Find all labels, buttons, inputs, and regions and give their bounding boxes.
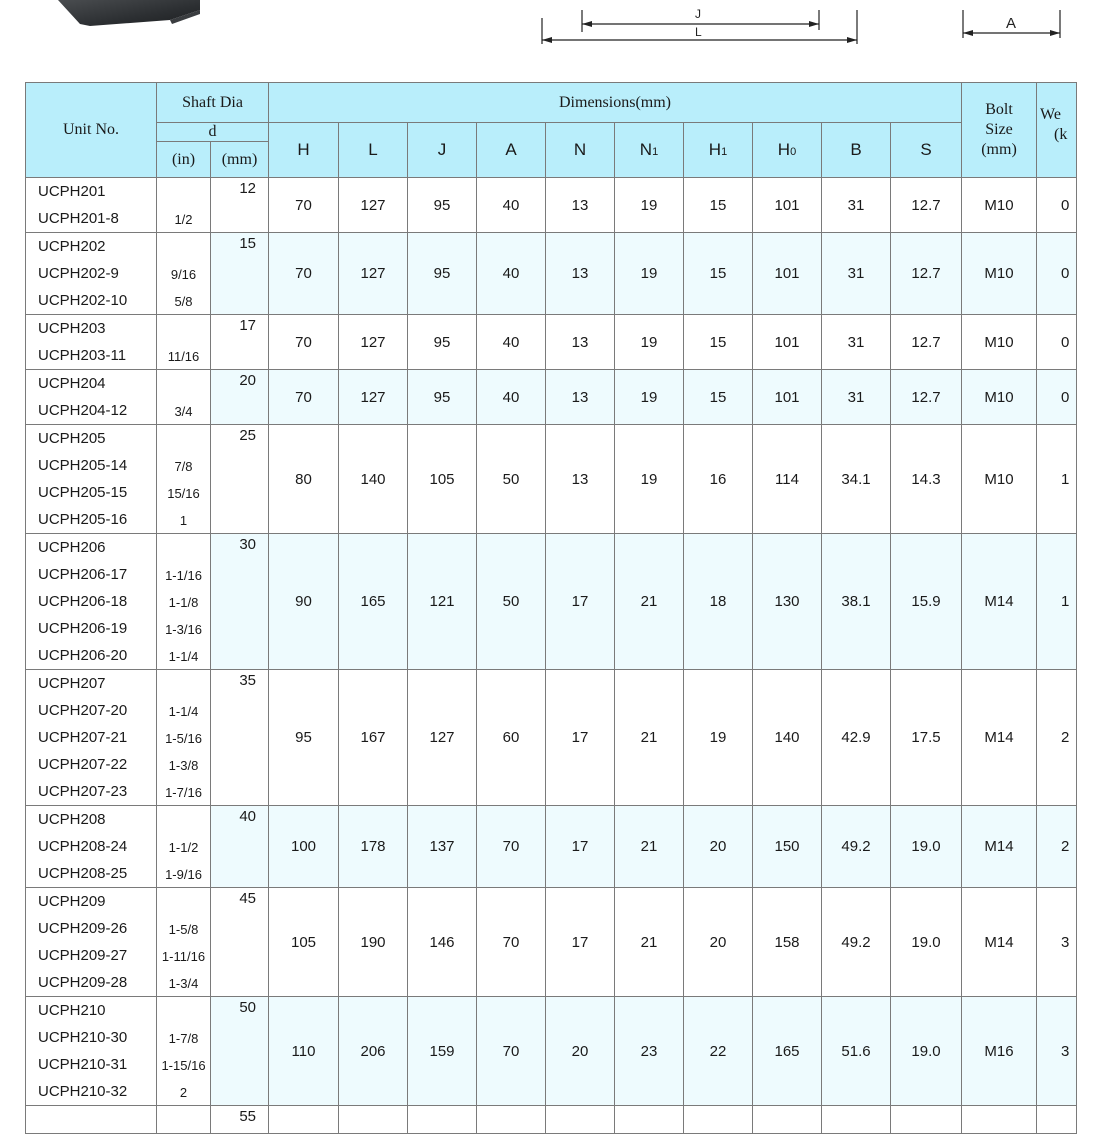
header-col-b-main: B: [850, 140, 862, 159]
unit-no: UCPH207-21: [38, 729, 128, 746]
header-col-h1-main: H: [708, 140, 722, 159]
dimension-n1-value: 19: [615, 315, 684, 370]
shaft-dia-in: 1/2: [174, 212, 193, 227]
dimension-n1-value: 21: [615, 806, 684, 888]
shaft-dia-in: [157, 370, 210, 397]
specification-table: [25, 82, 1077, 1134]
bolt-size-value: M10: [962, 178, 1037, 233]
shaft-dia-in: [157, 534, 210, 561]
dimension-s-value: 15.9: [891, 534, 962, 670]
unit-no: UCPH207: [38, 675, 106, 692]
dimension-l-value: 206: [339, 997, 408, 1106]
dimension-l-value: 127: [339, 233, 408, 315]
header-mm: (mm): [211, 142, 269, 178]
unit-no: UCPH203: [38, 320, 106, 337]
dimension-h-value: 105: [269, 888, 339, 997]
dimension-n-value: 17: [546, 806, 615, 888]
dimension-h-value: 70: [269, 178, 339, 233]
dimension-h0-value: [753, 1106, 822, 1134]
dimension-j-value: 146: [408, 888, 477, 997]
shaft-dia-in: 15/16: [167, 486, 200, 501]
weight-value: [1037, 1106, 1077, 1134]
dimension-a-value: 40: [477, 315, 546, 370]
shaft-dia-in: 1-15/16: [161, 1058, 206, 1073]
unit-no: UCPH208-24: [38, 838, 128, 855]
dimension-h1-value: 20: [684, 806, 753, 888]
shaft-dia-in: 11/16: [167, 349, 200, 364]
header-bolt-size: [962, 83, 1037, 178]
dimension-b-value: 42.9: [822, 670, 891, 806]
shaft-dia-in: 1-1/2: [168, 840, 199, 855]
dimension-b-value: 51.6: [822, 997, 891, 1106]
shaft-dia-in: 1-5/16: [165, 731, 202, 746]
shaft-dia-in: [157, 315, 210, 342]
dimension-h-value: 95: [269, 670, 339, 806]
shaft-dia-mm: 55: [239, 1108, 256, 1125]
shaft-dia-in-cell: [157, 233, 211, 315]
header-bolt-size-line3: (mm): [981, 141, 1017, 158]
dimension-b-value: 31: [822, 178, 891, 233]
dimension-a-value: [477, 1106, 546, 1134]
unit-no: UCPH208-25: [38, 865, 128, 882]
unit-no: UCPH205-16: [38, 511, 128, 528]
dimension-s-value: [891, 1106, 962, 1134]
header-col-h0: [753, 123, 822, 178]
dimension-j-value: 95: [408, 370, 477, 425]
weight-value: 3: [1037, 888, 1077, 997]
shaft-dia-in-cell: [157, 670, 211, 806]
dimension-h-value: 80: [269, 425, 339, 534]
bolt-size-value: [962, 1106, 1037, 1134]
dimension-h-value: 70: [269, 370, 339, 425]
shaft-dia-mm: 30: [239, 536, 256, 553]
bolt-size-value: M14: [962, 534, 1037, 670]
table-row: [26, 233, 1077, 315]
shaft-dia-in-cell: [157, 370, 211, 425]
header-col-j: [408, 123, 477, 178]
unit-no-cell: [26, 806, 157, 888]
table-row: [26, 178, 1077, 233]
shaft-dia-mm-cell: [211, 888, 269, 997]
dimension-h0-value: 114: [753, 425, 822, 534]
header-col-n1-sub: 1: [652, 146, 659, 158]
shaft-dia-in-cell: [157, 1106, 211, 1134]
dimension-a-value: 40: [477, 233, 546, 315]
dimension-h1-value: 19: [684, 670, 753, 806]
unit-no: UCPH204: [38, 375, 106, 392]
shaft-dia-in: 1-3/16: [165, 622, 202, 637]
shaft-dia-in-cell: [157, 888, 211, 997]
shaft-dia-in: 2: [179, 1085, 188, 1100]
dimension-n1-value: 21: [615, 534, 684, 670]
dimension-h0-value: 101: [753, 315, 822, 370]
dimension-h1-value: [684, 1106, 753, 1134]
header-col-s-main: S: [920, 140, 932, 159]
shaft-dia-in: [157, 233, 210, 260]
dimension-n1-value: [615, 1106, 684, 1134]
shaft-dia-in: 1-7/8: [168, 1031, 199, 1046]
product-photo-fragment: [50, 0, 220, 34]
unit-no-cell: [26, 997, 157, 1106]
unit-no: UCPH206-20: [38, 647, 128, 664]
dimension-h0-value: 165: [753, 997, 822, 1106]
header-col-l-main: L: [368, 140, 378, 159]
shaft-dia-in: 9/16: [170, 267, 197, 282]
shaft-dia-mm: 17: [239, 317, 256, 334]
dimension-n-value: 13: [546, 370, 615, 425]
header-col-l: [339, 123, 408, 178]
dimension-j-value: 137: [408, 806, 477, 888]
dimension-h0-value: 140: [753, 670, 822, 806]
header-col-h1: [684, 123, 753, 178]
shaft-dia-mm-cell: [211, 178, 269, 233]
shaft-dia-mm: 45: [239, 890, 256, 907]
header-col-n1-main: N: [639, 140, 653, 159]
dimension-b-value: 49.2: [822, 806, 891, 888]
dimension-s-value: 12.7: [891, 178, 962, 233]
dimension-n1-value: 21: [615, 670, 684, 806]
dimension-a-value: 50: [477, 425, 546, 534]
unit-no: UCPH210-32: [38, 1083, 128, 1100]
dimension-b-value: 49.2: [822, 888, 891, 997]
unit-no-cell: [26, 534, 157, 670]
dimension-s-value: 17.5: [891, 670, 962, 806]
dimension-n-value: 17: [546, 534, 615, 670]
dimension-j-value: [408, 1106, 477, 1134]
unit-no: UCPH206: [38, 539, 106, 556]
unit-no-cell: [26, 315, 157, 370]
dimension-s-value: 19.0: [891, 888, 962, 997]
shaft-dia-in: [157, 806, 210, 833]
unit-no: UCPH202-9: [38, 265, 119, 282]
dimension-h1-value: 18: [684, 534, 753, 670]
unit-no: UCPH206-17: [38, 566, 128, 583]
shaft-dia-mm: 12: [239, 180, 256, 197]
shaft-dia-mm-cell: [211, 997, 269, 1106]
unit-no: UCPH210-30: [38, 1029, 128, 1046]
shaft-dia-in: 1-1/16: [165, 568, 202, 583]
header-col-a-main: A: [505, 140, 517, 159]
dimension-h0-value: 158: [753, 888, 822, 997]
table-row: [26, 370, 1077, 425]
header-col-h0-sub: 0: [790, 146, 797, 158]
weight-value: 0: [1037, 370, 1077, 425]
dimension-h0-value: 101: [753, 370, 822, 425]
dimension-j-value: 95: [408, 178, 477, 233]
shaft-dia-in: 1: [179, 513, 188, 528]
unit-no: UCPH205-14: [38, 457, 128, 474]
shaft-dia-in-cell: [157, 425, 211, 534]
dimension-s-value: 12.7: [891, 315, 962, 370]
dimension-label-l: L: [695, 25, 702, 39]
dimension-n-value: 13: [546, 425, 615, 534]
shaft-dia-in: 1-1/8: [168, 595, 199, 610]
unit-no: UCPH207-22: [38, 756, 128, 773]
dimension-n1-value: 23: [615, 997, 684, 1106]
dimension-n-value: 13: [546, 315, 615, 370]
shaft-dia-in: 1-9/16: [165, 867, 202, 882]
shaft-dia-mm: 15: [239, 235, 256, 252]
table-row: [26, 670, 1077, 806]
dimension-n-value: [546, 1106, 615, 1134]
shaft-dia-mm-cell: [211, 425, 269, 534]
dimension-j-value: 105: [408, 425, 477, 534]
unit-no-cell: [26, 670, 157, 806]
header-col-h0-main: H: [777, 140, 791, 159]
bolt-size-value: M10: [962, 315, 1037, 370]
header-in: (in): [157, 142, 211, 178]
shaft-dia-mm: 50: [239, 999, 256, 1016]
dimension-h1-value: 22: [684, 997, 753, 1106]
dimension-h0-value: 130: [753, 534, 822, 670]
shaft-dia-mm-cell: [211, 1106, 269, 1134]
header-col-n1: [615, 123, 684, 178]
shaft-dia-in: 3/4: [174, 404, 193, 419]
unit-no: UCPH209-28: [38, 974, 128, 991]
dimension-l-value: 165: [339, 534, 408, 670]
table-row: [26, 1106, 1077, 1134]
unit-no: UCPH205-15: [38, 484, 128, 501]
shaft-dia-in: [157, 997, 210, 1024]
dimension-n-value: 17: [546, 670, 615, 806]
weight-value: 1: [1037, 425, 1077, 534]
dimension-n-value: 17: [546, 888, 615, 997]
weight-value: 2: [1037, 806, 1077, 888]
unit-no: UCPH201: [38, 183, 106, 200]
unit-no-cell: [26, 425, 157, 534]
dimension-h1-value: 15: [684, 315, 753, 370]
shaft-dia-mm: 35: [239, 672, 256, 689]
bolt-size-value: M10: [962, 233, 1037, 315]
shaft-dia-mm-cell: [211, 370, 269, 425]
shaft-dia-mm: 25: [239, 427, 256, 444]
dimension-s-value: 19.0: [891, 997, 962, 1106]
dimension-n1-value: 21: [615, 888, 684, 997]
dimension-h0-value: 101: [753, 233, 822, 315]
shaft-dia-mm-cell: [211, 315, 269, 370]
shaft-dia-in: 1-3/4: [168, 976, 199, 991]
dimension-j-value: 159: [408, 997, 477, 1106]
dimension-h-value: 90: [269, 534, 339, 670]
dimension-label-j: J: [695, 7, 701, 21]
dimension-h-value: 110: [269, 997, 339, 1106]
weight-value: 0: [1037, 233, 1077, 315]
unit-no-cell: [26, 370, 157, 425]
unit-no: UCPH210-31: [38, 1056, 128, 1073]
dimension-l-value: 167: [339, 670, 408, 806]
unit-no: UCPH203-11: [38, 347, 127, 364]
dimension-a-value: 70: [477, 806, 546, 888]
unit-no: UCPH209-26: [38, 920, 128, 937]
table-row: [26, 425, 1077, 534]
header-dimensions: Dimensions(mm): [269, 83, 962, 123]
dimension-j-value: 127: [408, 670, 477, 806]
dimension-a-value: 70: [477, 997, 546, 1106]
dimension-s-value: 12.7: [891, 370, 962, 425]
header-unit-no: Unit No.: [26, 83, 157, 178]
header-col-j-main: J: [437, 140, 447, 159]
weight-value: 2: [1037, 670, 1077, 806]
dimension-h1-value: 16: [684, 425, 753, 534]
dimension-h-value: 100: [269, 806, 339, 888]
table-row: [26, 888, 1077, 997]
header-col-a: [477, 123, 546, 178]
header-col-n: [546, 123, 615, 178]
dimension-a-value: 50: [477, 534, 546, 670]
shaft-dia-in: [157, 178, 210, 205]
dimension-b-value: [822, 1106, 891, 1134]
bolt-size-value: M14: [962, 888, 1037, 997]
dimension-n1-value: 19: [615, 178, 684, 233]
shaft-dia-in: 1-7/16: [165, 785, 202, 800]
dimension-n1-value: 19: [615, 370, 684, 425]
dimension-j-value: 95: [408, 315, 477, 370]
shaft-dia-in-cell: [157, 315, 211, 370]
dimension-b-value: 34.1: [822, 425, 891, 534]
header-bolt-size-line2: Size: [985, 121, 1013, 138]
dimension-n1-value: 19: [615, 425, 684, 534]
unit-no: UCPH209: [38, 893, 106, 910]
unit-no: UCPH207-20: [38, 702, 128, 719]
shaft-dia-in: [157, 888, 210, 915]
table-row: [26, 534, 1077, 670]
header-bolt-size-line1: Bolt: [985, 101, 1013, 118]
shaft-dia-in: 5/8: [174, 294, 193, 309]
dimension-h1-value: 20: [684, 888, 753, 997]
unit-no: UCPH206-18: [38, 593, 128, 610]
bolt-size-value: M14: [962, 670, 1037, 806]
header-d: d: [157, 123, 269, 142]
shaft-dia-mm-cell: [211, 534, 269, 670]
shaft-dia-mm-cell: [211, 806, 269, 888]
dimension-h-value: 70: [269, 233, 339, 315]
unit-no: UCPH202-10: [38, 292, 128, 309]
unit-no-cell: [26, 1106, 157, 1134]
table-row: [26, 315, 1077, 370]
unit-no: UCPH204-12: [38, 402, 128, 419]
dimension-h0-value: 150: [753, 806, 822, 888]
dimension-l-value: 127: [339, 178, 408, 233]
dimension-b-value: 31: [822, 315, 891, 370]
dimension-l-value: 178: [339, 806, 408, 888]
weight-value: 3: [1037, 997, 1077, 1106]
shaft-dia-mm: 20: [239, 372, 256, 389]
unit-no: UCPH209-27: [38, 947, 128, 964]
dimension-b-value: 38.1: [822, 534, 891, 670]
shaft-dia-in-cell: [157, 806, 211, 888]
shaft-dia-in-cell: [157, 178, 211, 233]
dimension-a-value: 40: [477, 370, 546, 425]
header-col-h: [269, 123, 339, 178]
header-col-n-main: N: [573, 140, 587, 159]
dimension-l-value: [339, 1106, 408, 1134]
header-col-h1-sub: 1: [721, 146, 728, 158]
unit-no-cell: [26, 233, 157, 315]
shaft-dia-in-cell: [157, 997, 211, 1106]
dimension-b-value: 31: [822, 370, 891, 425]
dimension-l-value: 127: [339, 315, 408, 370]
dimension-j-value: 95: [408, 233, 477, 315]
bolt-size-value: M10: [962, 370, 1037, 425]
dimension-n-value: 20: [546, 997, 615, 1106]
header-weight-line1: We: [1040, 106, 1061, 123]
shaft-dia-in: [157, 1106, 210, 1133]
weight-value: 0: [1037, 178, 1077, 233]
dimension-h0-value: 101: [753, 178, 822, 233]
dimension-l-value: 190: [339, 888, 408, 997]
header-weight-line2: (k: [1054, 126, 1068, 143]
header-col-s: [891, 123, 962, 178]
header-col-b: [822, 123, 891, 178]
unit-no: UCPH208: [38, 811, 106, 828]
dimension-n1-value: 19: [615, 233, 684, 315]
unit-no: [26, 1106, 156, 1133]
shaft-dia-mm-cell: [211, 233, 269, 315]
bolt-size-value: M10: [962, 425, 1037, 534]
shaft-dia-in: 7/8: [174, 459, 193, 474]
shaft-dia-in: 1-1/4: [168, 704, 199, 719]
dimension-j-value: 121: [408, 534, 477, 670]
shaft-dia-mm-cell: [211, 670, 269, 806]
shaft-dia-in: 1-5/8: [168, 922, 199, 937]
dimension-a-value: 60: [477, 670, 546, 806]
shaft-dia-in-cell: [157, 534, 211, 670]
dimension-h-value: [269, 1106, 339, 1134]
shaft-dia-in: 1-11/16: [161, 949, 206, 964]
unit-no-cell: [26, 888, 157, 997]
table-row: [26, 997, 1077, 1106]
unit-no: UCPH206-19: [38, 620, 128, 637]
dimension-l-value: 140: [339, 425, 408, 534]
dimension-h1-value: 15: [684, 233, 753, 315]
unit-no: UCPH201-8: [38, 210, 119, 227]
header-col-h-main: H: [297, 140, 310, 159]
dimension-s-value: 19.0: [891, 806, 962, 888]
dimension-h1-value: 15: [684, 370, 753, 425]
unit-no: UCPH210: [38, 1002, 106, 1019]
unit-no: UCPH207-23: [38, 783, 128, 800]
unit-no: UCPH205: [38, 430, 106, 447]
bolt-size-value: M14: [962, 806, 1037, 888]
dimension-s-value: 12.7: [891, 233, 962, 315]
dimension-n-value: 13: [546, 233, 615, 315]
dimension-a-value: 70: [477, 888, 546, 997]
dimension-h1-value: 15: [684, 178, 753, 233]
dimension-l-value: 127: [339, 370, 408, 425]
unit-no-cell: [26, 178, 157, 233]
dimension-label-a: A: [1006, 15, 1017, 32]
shaft-dia-mm: 40: [239, 808, 256, 825]
dimension-a-value: 40: [477, 178, 546, 233]
header-weight: [1037, 83, 1077, 178]
weight-value: 0: [1037, 315, 1077, 370]
dimension-h-value: 70: [269, 315, 339, 370]
weight-value: 1: [1037, 534, 1077, 670]
table-row: [26, 806, 1077, 888]
bolt-size-value: M16: [962, 997, 1037, 1106]
specification-table-body: [26, 178, 1077, 1134]
dimension-n-value: 13: [546, 178, 615, 233]
shaft-dia-in: 1-1/4: [168, 649, 199, 664]
shaft-dia-in: [157, 670, 210, 697]
shaft-dia-in: [157, 425, 210, 452]
unit-no: UCPH202: [38, 238, 106, 255]
header-shaft-dia: Shaft Dia: [157, 83, 269, 123]
dimension-s-value: 14.3: [891, 425, 962, 534]
dimension-b-value: 31: [822, 233, 891, 315]
shaft-dia-in: 1-3/8: [168, 758, 199, 773]
